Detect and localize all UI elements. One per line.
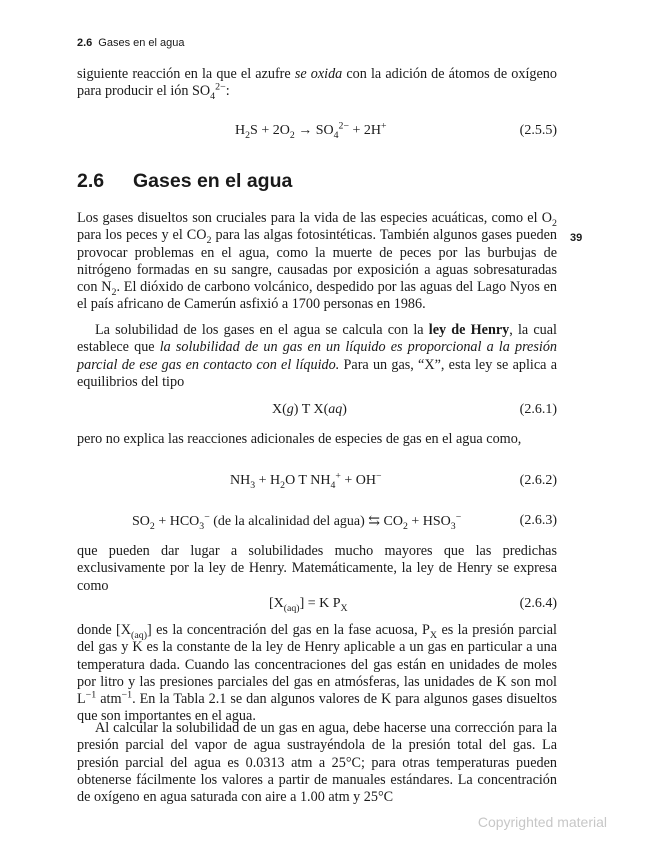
henry-law-term: ley de Henry [428, 322, 510, 338]
intro-text-3: : [225, 83, 230, 100]
equation-number: (2.6.1) [519, 402, 557, 417]
running-head-section: 2.6 [77, 37, 93, 49]
equation-2-6-1 [77, 402, 557, 420]
section-heading [77, 170, 292, 193]
running-head-title: Gases en el agua [98, 37, 185, 49]
equation-number: (2.6.4) [519, 596, 557, 611]
paragraph-4: que pueden dar lugar a solubilidades mucho mayores que las predichas exclusivamente por la ley de Henry. Matemáticamente, la ley de Henry se expresa como [77, 543, 557, 594]
equation-2-6-4 [77, 596, 557, 614]
equation-expression: $NH_3 + H_2O$ T $NH_4^+ + OH^-$ [230, 470, 382, 491]
paragraph-5: donde $[X_{(aq)}]$ es la concentración del gas en la fase acuosa, $P_X$ es la presión parcial del gas y K es la constante de la ley de Henry aplicable a un gas en particular a una temperatura dada. Cuando las concentraciones del gas están en unidades de moles por litro y las presiones parciales del gas en atmósferas, las unidades de K son mol $L^{-1}$ atm$^{-1}$. En la Tabla 2.1 se dan algunos valores de K para algunos gases disueltos que son importantes en el agua. [77, 622, 557, 725]
section-title: Gases en el agua [133, 170, 293, 192]
equation-2-6-3 [77, 513, 557, 531]
copyright-watermark: Copyrighted material [477, 814, 607, 830]
equation-2-5-5 [77, 120, 557, 141]
equation-2-6-2 [77, 470, 557, 491]
paragraph-3: pero no explica las reacciones adicionales de especies de gas en el agua como, [77, 431, 522, 447]
paragraph-1: Los gases disueltos son cruciales para la vida de las especies acuáticas, como el $O_2$ para los peces y el $CO_2$ para las algas fotosintéticas. También algunos gases pueden provocar problemas en el agua, como la muerte de peces por las burbujas de nitrógeno formadas en su sangre, causadas por exposición a aguas sobresaturadas con $N_2$. El dióxido de carbono volcánico, despedido por las aguas del Lago Nyos en el país africano de Camerún asfixió a 1700 personas en 1986. [77, 210, 557, 313]
intro-sup: 2− [215, 81, 226, 93]
intro-sub: 4 [210, 91, 216, 103]
section-number: 2.6 [77, 170, 105, 192]
equation-number: (2.6.2) [519, 473, 557, 488]
intro-text-2: con la adición de átomos de oxígeno para producir el ión SO [77, 66, 557, 100]
intro-italic: se oxida [294, 66, 343, 82]
equation-number: (2.6.3) [519, 513, 557, 528]
equation-expression: $SO_2 + HCO_3^-$ (de la alcalinidad del agua) ⇆ $CO_2 + HSO_3^-$ [132, 511, 462, 532]
intro-paragraph [77, 66, 557, 101]
equation-expression: $H_2S + 2O_2 \to SO_4^{2-} + 2H^+$ [235, 120, 387, 141]
equation-expression: X(g) T X(aq) [272, 402, 347, 417]
running-head [77, 37, 185, 49]
henry-law-definition: la solubilidad de un gas en un líquido es proporcional a la presión parcial de ese gas en contacto con el líquido. [77, 339, 558, 373]
equation-expression: $[X_{(aq)}] = K$ $P_X$ [269, 596, 348, 614]
page-number: 39 [570, 232, 583, 244]
intro-text-1: siguiente reacción en la que el azufre [77, 66, 295, 82]
paragraph-6: Al calcular la solubilidad de un gas en agua, debe hacerse una corrección para la presión parcial del vapor de agua sustrayéndola de la presión total del gas. La presión parcial del agua es 0.0313 atm a 25°C; para otras temperaturas pueden obtenerse fácilmente los valores a partir de manuales estándares. La concentración de oxígeno en agua saturada con aire a 1.00 atm y 25°C [77, 720, 557, 806]
equation-number: (2.5.5) [519, 123, 557, 138]
paragraph-2: La solubilidad de los gases en el agua se calcula con la ley de Henry, la cual establece que la solubilidad de un gas en un líquido es proporcional a la presión parcial de ese gas en contacto con el líquido. Para un gas, “X”, esta ley se aplica a equilibrios del tipo [77, 322, 558, 390]
